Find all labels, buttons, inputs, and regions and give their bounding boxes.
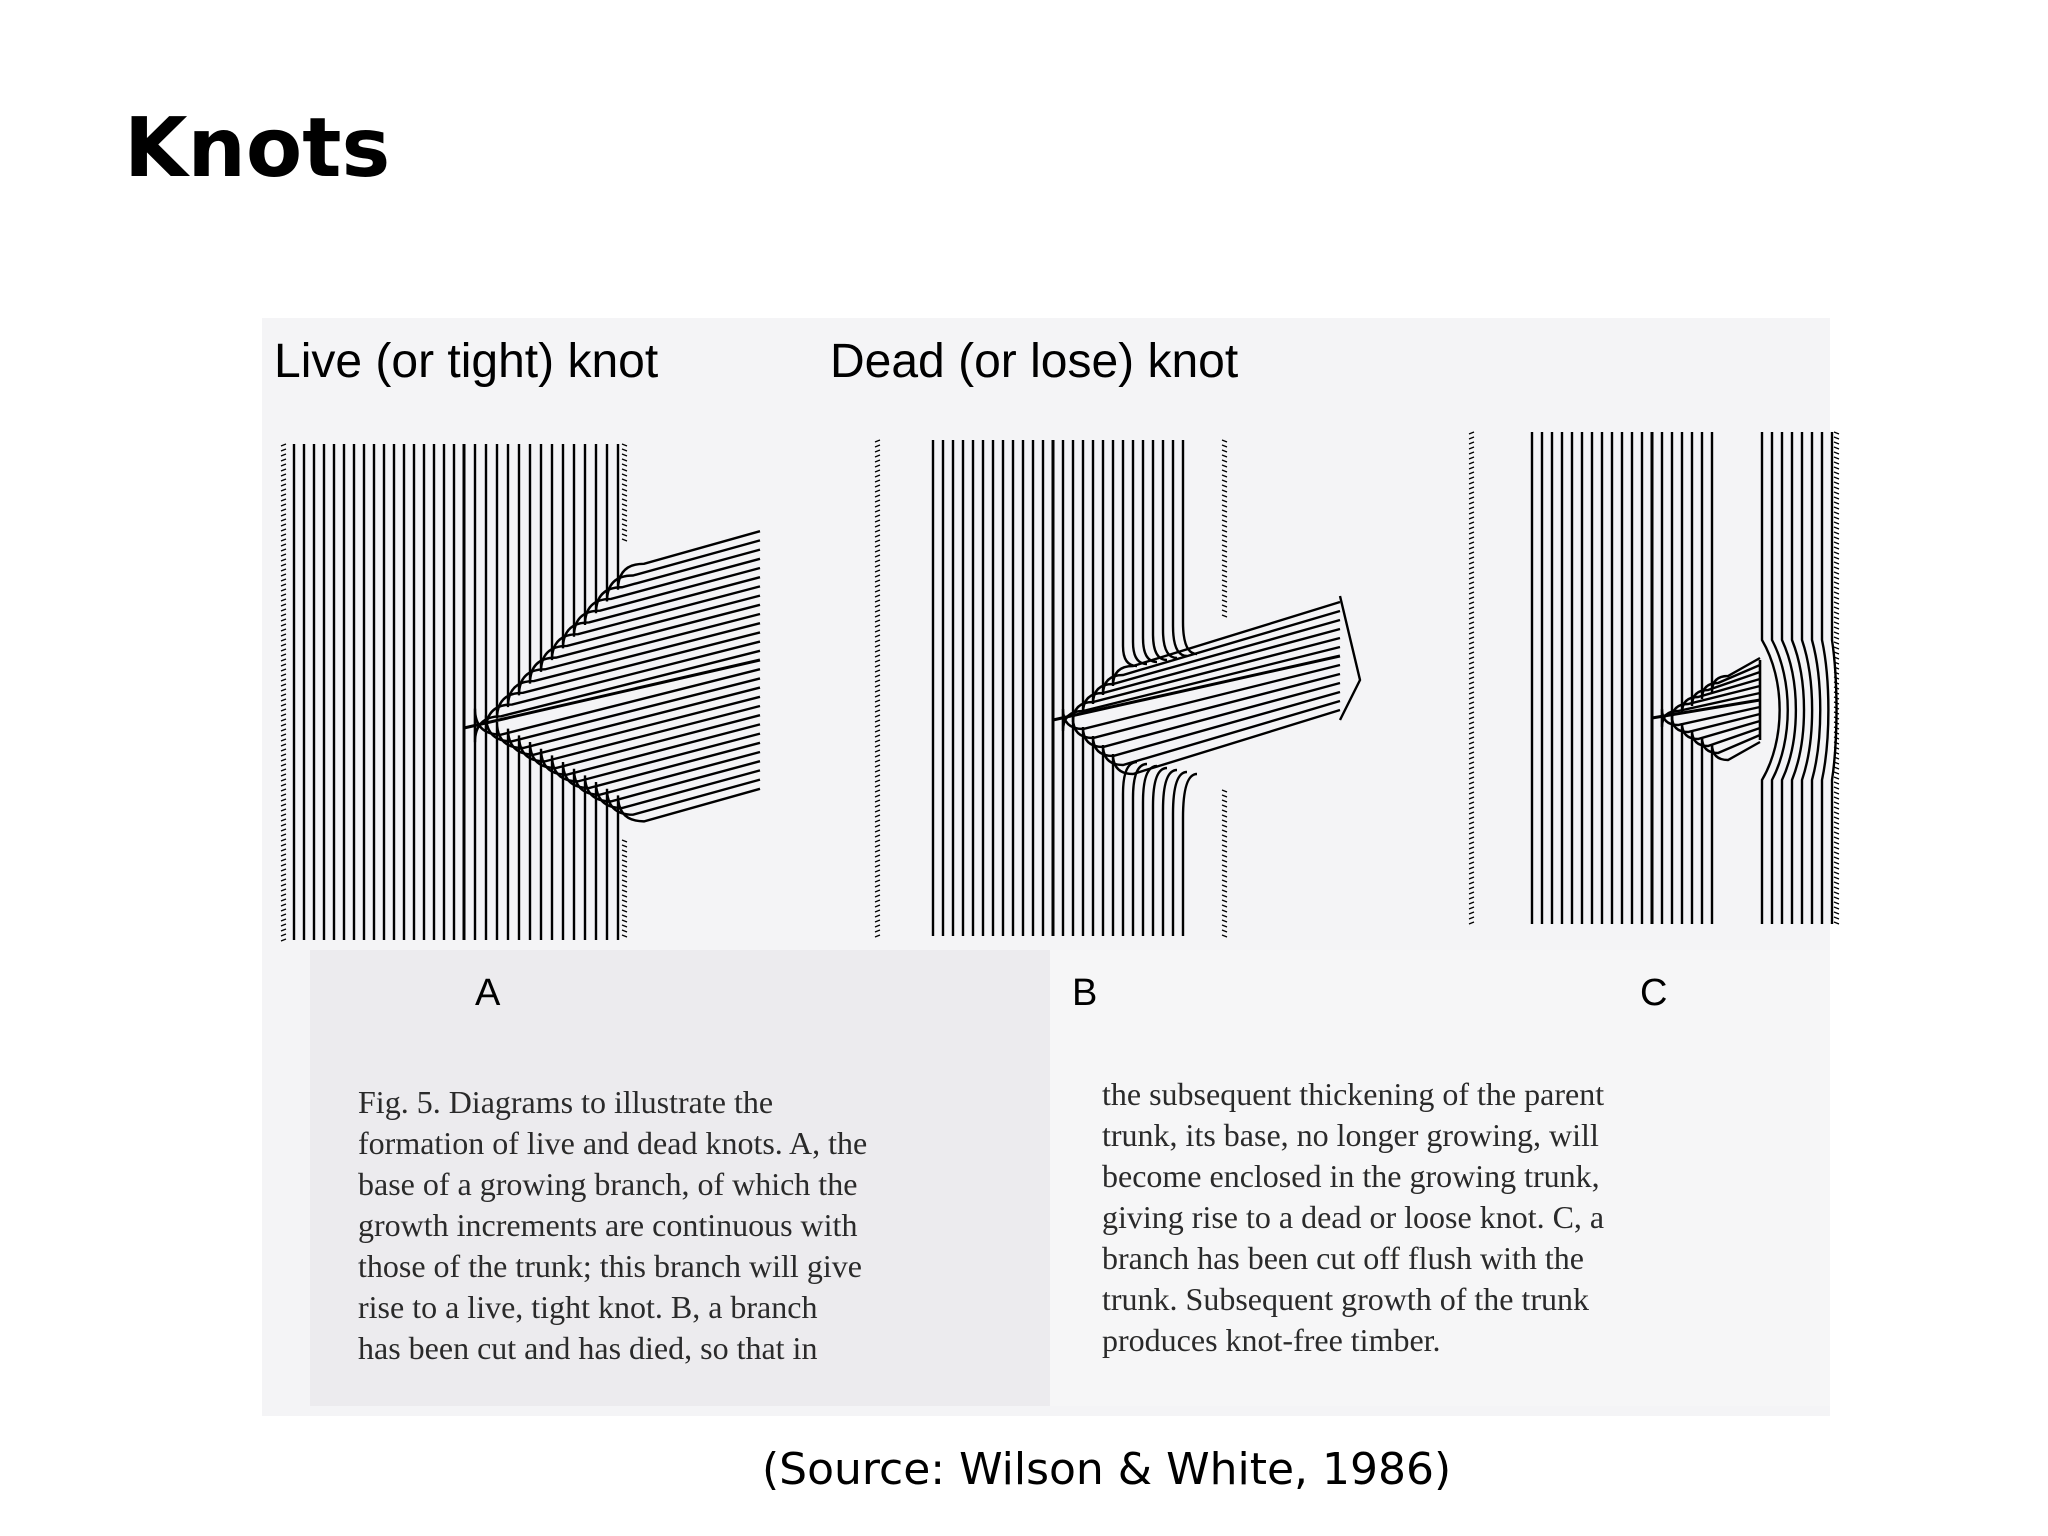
caption-line: Fig. 5. Diagrams to illustrate the [358, 1084, 774, 1120]
grain-line [1173, 440, 1187, 656]
caption-line: trunk, its base, no longer growing, will [1102, 1117, 1599, 1153]
grain-line [552, 734, 760, 940]
grain-line [574, 444, 760, 637]
bark-edge [875, 440, 880, 937]
grain-line [1812, 432, 1820, 924]
bark-edge [1469, 432, 1474, 924]
grain-line [1802, 432, 1812, 924]
panel-letter-c: C [1640, 972, 1668, 1014]
grain-line [1772, 432, 1788, 924]
grain-line [530, 715, 760, 940]
grain-line [596, 444, 760, 613]
source-citation: (Source: Wilson & White, 1986) [762, 1444, 1452, 1495]
caption-line: base of a growing branch, of which the [358, 1166, 858, 1202]
grain-line [1133, 764, 1147, 936]
grain-line [497, 444, 760, 719]
caption-line: has been cut and has died, so that in [358, 1330, 818, 1366]
caption-left-column [358, 1082, 867, 1369]
panel-b-dead-knot-diagram [875, 440, 1360, 937]
grain-line [1672, 714, 1760, 924]
bark-edge [1222, 790, 1227, 937]
grain-line [585, 444, 760, 625]
grain-line [1712, 742, 1760, 924]
grain-line [1183, 774, 1197, 936]
grain-line [552, 444, 760, 660]
caption-line: become enclosed in the growing trunk, [1102, 1158, 1600, 1194]
panel-letter-b: B [1072, 972, 1098, 1014]
grain-line [1163, 440, 1177, 658]
grain-line [563, 743, 760, 940]
panel-letter-a: A [475, 972, 501, 1014]
grain-line [1712, 432, 1760, 692]
caption-line: formation of live and dead knots. A, the [358, 1125, 868, 1161]
caption-right-column [1102, 1074, 1604, 1361]
grain-line [1702, 432, 1760, 699]
bark-edge [281, 444, 286, 941]
grain-line [607, 444, 760, 602]
caption-line: growth increments are continuous with [358, 1207, 858, 1243]
bark-edge [1834, 432, 1839, 924]
bark-edge [622, 444, 627, 541]
grain-line [1183, 440, 1197, 654]
caption-line: the subsequent thickening of the parent [1102, 1076, 1605, 1112]
bark-edge [1222, 440, 1227, 617]
panel-a-live-knot-diagram [281, 444, 760, 941]
grain-line [1123, 762, 1137, 936]
grain-line [1123, 440, 1137, 666]
bark-edge [622, 840, 627, 937]
grain-line [519, 706, 760, 940]
caption-line: trunk. Subsequent growth of the trunk [1102, 1281, 1590, 1317]
caption-line: branch has been cut off flush with the [1102, 1240, 1584, 1276]
grain-line [1143, 440, 1157, 662]
caption-line: produces knot-free timber. [1102, 1322, 1441, 1358]
caption-line: giving rise to a dead or loose knot. C, a [1102, 1199, 1605, 1235]
grain-line [574, 752, 760, 940]
grain-line [1143, 766, 1157, 936]
grain-line [607, 780, 760, 940]
live-knot-label: Live (or tight) knot [274, 335, 659, 388]
grain-line [1822, 432, 1828, 924]
slide-title: Knots [124, 101, 391, 196]
grain-line [1702, 735, 1760, 924]
grain-line [618, 789, 760, 940]
grain-line [1133, 440, 1147, 664]
stub-end [1340, 596, 1360, 720]
caption-line: those of the trunk; this branch will give [358, 1248, 862, 1284]
branch-pith [1652, 700, 1760, 718]
caption-line: rise to a live, tight knot. B, a branch [358, 1289, 818, 1325]
grain-line [563, 444, 760, 648]
grain-line [1153, 440, 1167, 660]
panel-c-flush-cut-diagram [1469, 432, 1839, 924]
dead-knot-label: Dead (or lose) knot [830, 335, 1239, 388]
